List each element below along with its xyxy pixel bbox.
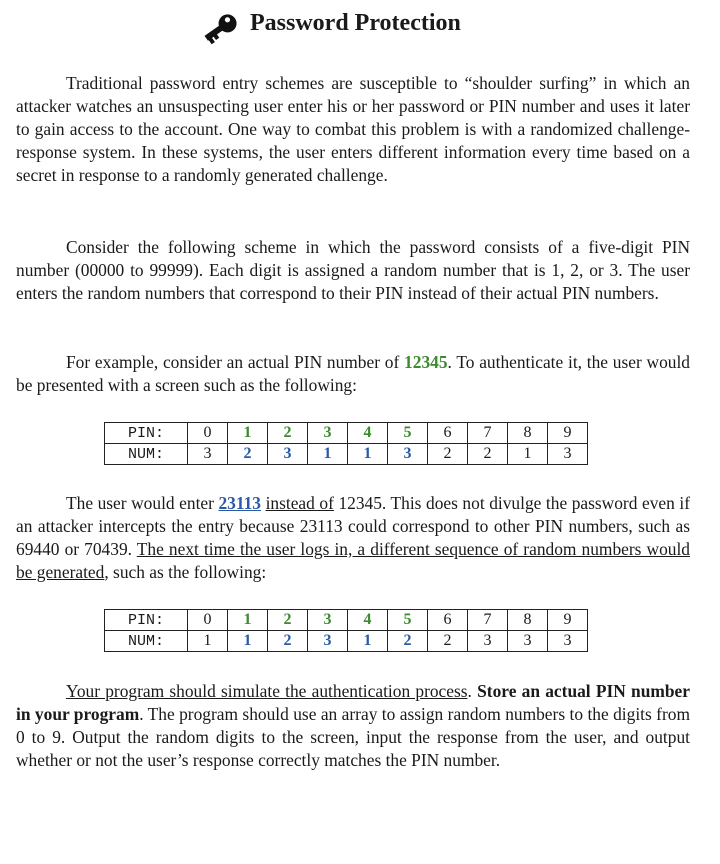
num-cell: 3 [188, 444, 228, 465]
pin-cell: 9 [548, 423, 588, 444]
num-cell: 1 [348, 444, 388, 465]
num-cell: 2 [388, 631, 428, 652]
pin-cell: 1 [228, 423, 268, 444]
num-cell: 2 [228, 444, 268, 465]
pin-label: PIN: [105, 423, 188, 444]
num-label: NUM: [105, 444, 188, 465]
pin-table-1 [104, 422, 588, 465]
pin-row [105, 423, 588, 444]
num-cell: 3 [268, 444, 308, 465]
num-cell: 3 [388, 444, 428, 465]
num-cell: 1 [228, 631, 268, 652]
pin-cell: 2 [268, 610, 308, 631]
paragraph-intro: Traditional password entry schemes are susceptible to “shoulder surfing” in which an attacker watches an unsuspecting user enter his or her password or PIN number and uses it later to gain access to the account. One way to combat this problem is with a randomized challenge-response system. In these systems, the user enters different information every time based on a secret in response to a randomly generated challenge. [16, 73, 690, 185]
pin-cell: 5 [388, 610, 428, 631]
pin-cell: 0 [188, 423, 228, 444]
pin-cell: 8 [508, 423, 548, 444]
num-cell: 2 [428, 444, 468, 465]
pin-cell: 3 [308, 610, 348, 631]
pin-cell: 9 [548, 610, 588, 631]
num-label: NUM: [105, 631, 188, 652]
pin-label: PIN: [105, 610, 188, 631]
num-row [105, 444, 588, 465]
pin-cell: 3 [308, 423, 348, 444]
title-bar [0, 6, 720, 42]
pin-cell: 0 [188, 610, 228, 631]
pin-cell: 7 [468, 610, 508, 631]
key-icon [200, 10, 242, 46]
num-cell: 3 [308, 631, 348, 652]
paragraph-response: The user would enter 23113 instead of 12345. This does not divulge the password even if an attacker intercepts the entry because 23113 could correspond to other PIN numbers, such as 69440 or 70439. The next time the user logs in, a different sequence of random numbers would be generated, such as the following: [16, 493, 690, 582]
num-cell: 2 [468, 444, 508, 465]
pin-table-2 [104, 609, 588, 652]
pin-cell: 5 [388, 423, 428, 444]
num-cell: 3 [508, 631, 548, 652]
num-cell: 2 [268, 631, 308, 652]
pin-cell: 8 [508, 610, 548, 631]
pin-cell: 4 [348, 610, 388, 631]
num-cell: 1 [308, 444, 348, 465]
pin-cell: 2 [268, 423, 308, 444]
pin-row [105, 610, 588, 631]
paragraph-task: Your program should simulate the authentication process. Store an actual PIN number in your program. The program should use an array to assign random numbers to the digits from 0 to 9. Output the random digits to the screen, input the response from the user, and output whether or not the user’s response correctly matches the PIN number. [16, 681, 690, 770]
num-cell: 3 [548, 444, 588, 465]
num-cell: 1 [508, 444, 548, 465]
response-code: 23113 [218, 493, 262, 513]
num-cell: 1 [188, 631, 228, 652]
num-cell: 2 [428, 631, 468, 652]
paragraph-example: For example, consider an actual PIN number of 12345. To authenticate it, the user would be presented with a screen such as the following: [16, 352, 690, 395]
num-row [105, 631, 588, 652]
num-cell: 1 [348, 631, 388, 652]
pin-cell: 7 [468, 423, 508, 444]
num-cell: 3 [468, 631, 508, 652]
pin-cell: 4 [348, 423, 388, 444]
pin-cell: 1 [228, 610, 268, 631]
example-pin: 12345 [404, 352, 448, 372]
page-title: Password Protection [250, 10, 461, 36]
pin-cell: 6 [428, 610, 468, 631]
paragraph-scheme: Consider the following scheme in which the password consists of a five-digit PIN number (00000 to 99999). Each digit is assigned a random number that is 1, 2, or 3. The user enters the random numbers that correspond to their PIN instead of their actual PIN numbers. [16, 237, 690, 303]
pin-cell: 6 [428, 423, 468, 444]
num-cell: 3 [548, 631, 588, 652]
